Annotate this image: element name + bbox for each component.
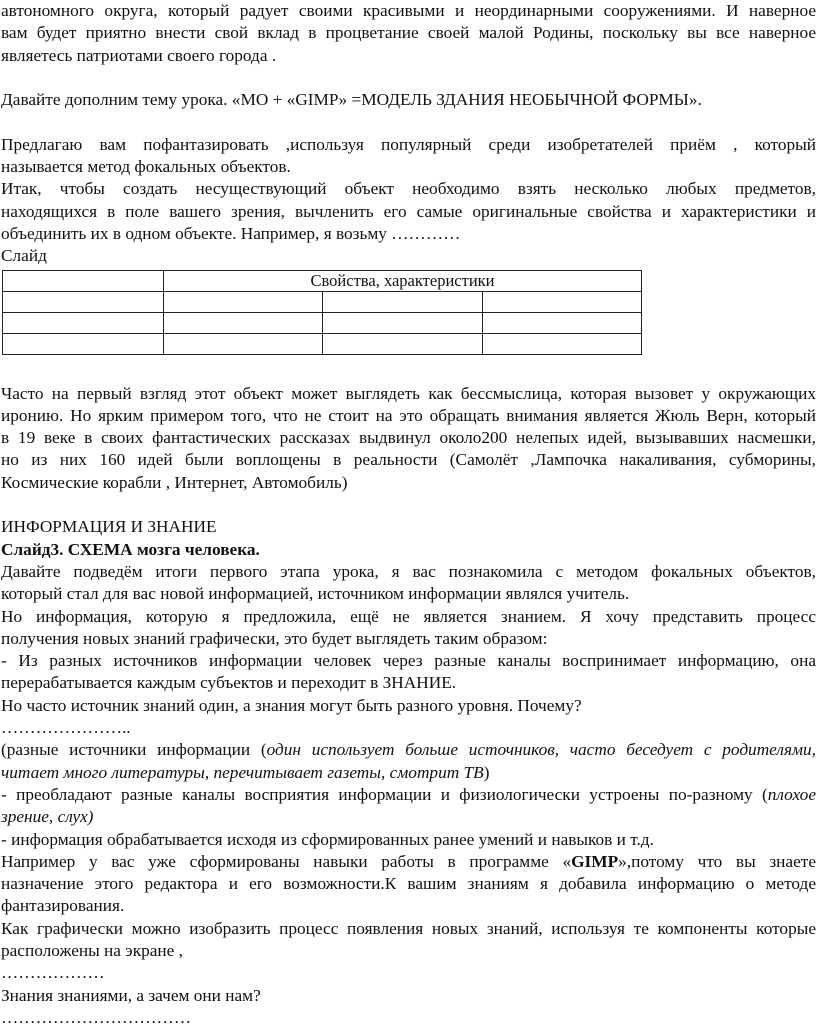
paragraph-sources-line2: читает много литературы, перечитывает газеты, смотрит ТВ)	[1, 762, 490, 782]
table-cell	[164, 333, 323, 354]
table-cell	[3, 291, 164, 312]
table-cell	[3, 270, 164, 291]
section-heading: ИНФОРМАЦИЯ И ЗНАНИЕ	[1, 517, 217, 537]
paragraph-perception-line2: зрение, слух)	[1, 807, 94, 827]
paragraph-gimp-line2: назначение этого редактора и его возможности.К вашим знаниям я добавила информацию о методе	[1, 874, 816, 894]
answer-dots-1: …………………..	[1, 718, 131, 738]
paragraph-channels-line2: перерабатывается каждым субъектов и переходит в ЗНАНИЕ.	[1, 673, 457, 693]
slide3-heading: Слайд3. СХЕМА мозга человека.	[1, 539, 260, 559]
paragraph-why-knowledge: Знания знаниями, а зачем они нам?	[1, 985, 261, 1005]
table-cell	[164, 291, 323, 312]
table-cell	[482, 291, 641, 312]
table-header-row	[3, 270, 642, 291]
paragraph-verne-line4: но из них 160 идей были воплощены в реальности (Самолёт ,Лампочка накаливания, субморины,	[1, 450, 816, 470]
paragraph-knowledge-line1: Но информация, которую я предложила, ещё не является знанием. Я хочу представить процесс	[1, 606, 816, 626]
table-cell	[482, 312, 641, 333]
paragraph-knowledge-line2: получения новых знаний графически, это будет выглядеть таким образом:	[1, 628, 548, 648]
table-cell	[164, 312, 323, 333]
answer-dots-3: ……………………………	[1, 1007, 192, 1027]
properties-table	[2, 270, 642, 355]
paragraph-gimp-line1: Например у вас уже сформированы навыки работы в программе «GIMP»,потому что вы знаете	[1, 851, 816, 871]
paragraph-sources-line1: (разные источники информации (один использует больше источников, часто беседует с родителями,	[1, 740, 816, 760]
paragraph-channels-line1: - Из разных источников информации человек через разные каналы воспринимает информацию, она	[1, 651, 816, 671]
paragraph-summary-line1: Давайте подведём итоги первого этапа урока, я вас познакомила с методом фокальных объектов,	[1, 561, 816, 581]
paragraph-verne-line3: в 19 веке в своих фантастических рассказах выдвинул около200 нелепых идей, вызывавших насмешки,	[1, 428, 816, 448]
table-cell	[323, 312, 482, 333]
paragraph-summary-line2: который стал для вас новой информацией, источником информации являлся учитель.	[1, 584, 630, 604]
lesson-topic: Давайте дополним тему урока. «МО + «GIMP» =МОДЕЛЬ ЗДАНИЯ НЕОБЫЧНОЙ ФОРМЫ».	[1, 90, 702, 110]
paragraph-verne-line1: Часто на первый взгляд этот объект может выглядеть как бессмыслица, которая вызовет у окружающих	[1, 383, 816, 403]
paragraph-method-line1: Итак, чтобы создать несуществующий объект необходимо взять несколько любых предметов,	[1, 179, 816, 199]
paragraph-propose-line2: называется метод фокальных объектов.	[1, 157, 291, 177]
paragraph-method-line2: находящихся в поле вашего зрения, вычленить его самые оригинальные свойства и характеристики и	[1, 201, 816, 221]
table-row	[3, 291, 642, 312]
paragraph-graphic-line2: расположены на экране ,	[1, 940, 183, 960]
table-row	[3, 312, 642, 333]
paragraph-verne-line5: Космические корабли , Интернет, Автомобиль)	[1, 472, 348, 492]
paragraph-verne-line2: иронию. Но ярким примером того, что не стоит на это обращать внимания является Жюль Верн, который	[1, 405, 816, 425]
paragraph-intro-line1: автономного округа, который радует своими красивыми и неординарными сооружениями. И наверное	[1, 1, 816, 20]
table-cell	[3, 312, 164, 333]
slide-label: Слайд	[1, 246, 47, 266]
paragraph-perception-line1: - преобладают разные каналы восприятия информации и физиологически устроены по-разному (плохое	[1, 784, 816, 804]
paragraph-intro-line2: вам будет приятно внести свой вклад в процветание своей малой Родины, поскольку вы все наверное	[1, 23, 816, 43]
paragraph-gimp-line3: фантазирования.	[1, 896, 125, 916]
table-cell	[482, 333, 641, 354]
paragraph-graphic-line1: Как графически можно изобразить процесс появления новых знаний, используя те компоненты которые	[1, 918, 816, 938]
table-cell	[323, 291, 482, 312]
paragraph-propose-line1: Предлагаю вам пофантазировать ,используя популярный среди изобретателей приём , который	[1, 134, 816, 154]
paragraph-intro-line3: являетесь патриотами своего города .	[1, 45, 277, 65]
table-row	[3, 333, 642, 354]
paragraph-method-line3: объединить их в одном объекте. Например, я возьму …………	[1, 223, 461, 243]
table-header-cell: Свойства, характеристики	[164, 270, 642, 291]
document-page	[1, 0, 816, 1029]
paragraph-question: Но часто источник знаний один, а знания могут быть разного уровня. Почему?	[1, 695, 582, 715]
answer-dots-2: ………………	[1, 963, 105, 983]
table-cell	[3, 333, 164, 354]
paragraph-processing: - информация обрабатывается исходя из сформированных ранее умений и навыков и т.д.	[1, 829, 654, 849]
table-cell	[323, 333, 482, 354]
